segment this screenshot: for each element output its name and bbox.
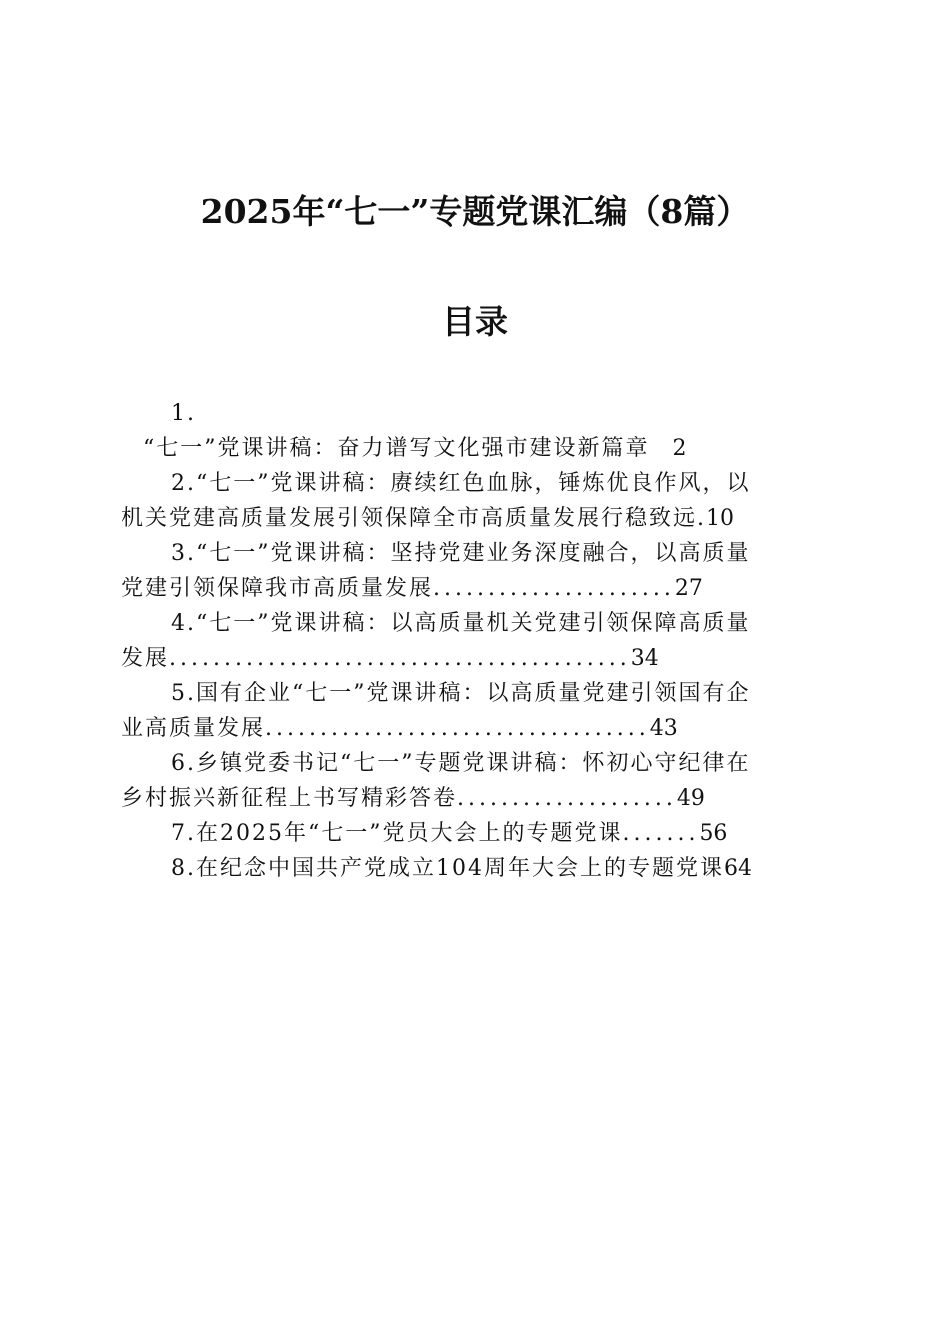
toc-entry-3[interactable]: [121, 536, 825, 606]
toc-entry-title: “七一”党课讲稿：坚持党建业务深度融合，以高质量: [196, 541, 751, 566]
toc-leader-dots: ......................: [433, 576, 675, 601]
toc-heading: 目录: [442, 302, 508, 341]
toc-entry-2[interactable]: [121, 466, 825, 536]
toc-entry-title: 国有企业“七一”党课讲稿：以高质量党建引领国有企: [196, 681, 751, 706]
toc-entry-line: [121, 606, 825, 641]
toc-entry-page: 27: [674, 576, 703, 601]
toc-entry-page: 10: [706, 506, 734, 531]
toc-entry-title: 乡镇党委书记“七一”专题党课讲稿：怀初心守纪律在: [196, 751, 751, 776]
toc-entry-line: [121, 816, 825, 851]
toc-entry-title: “七一”党课讲稿：以高质量机关党建引领保障高质量: [196, 611, 751, 636]
toc-entry-number: 7.: [171, 821, 196, 846]
toc-entry-8[interactable]: [121, 851, 825, 886]
toc-entry-1[interactable]: [121, 396, 825, 466]
toc-entry-page: 43: [649, 716, 678, 741]
toc-entry-number: 4.: [171, 611, 196, 636]
toc-entry-4[interactable]: [121, 606, 825, 676]
toc-entry-7[interactable]: [121, 816, 825, 851]
toc-entry-number: 6.: [171, 751, 196, 776]
toc-entry-number: 5.: [171, 681, 196, 706]
toc-entry-number: 1.: [171, 401, 196, 426]
toc-entry-line: [121, 501, 825, 536]
toc-entry-page: 64: [724, 856, 752, 881]
table-of-contents: [121, 396, 825, 886]
toc-entry-line: [121, 711, 825, 746]
toc-entry-number: 8.: [171, 856, 196, 881]
toc-leader-dots: ....................: [457, 786, 677, 811]
toc-entry-line: [121, 431, 825, 466]
toc-entry-title: “七一”党课讲稿：赓续红色血脉，锤炼优良作风，以: [196, 471, 751, 496]
toc-entry-page: 56: [699, 821, 728, 846]
toc-entry-page: 49: [676, 786, 705, 811]
toc-entry-title: “七一”党课讲稿：奋力谱写文化强市建设新篇章: [143, 436, 650, 461]
toc-leader-dots: ..........................................: [169, 646, 631, 671]
toc-entry-title-continued: 党建引领保障我市高质量发展: [121, 576, 434, 601]
toc-entry-title-continued: 业高质量发展: [121, 716, 266, 741]
toc-entry-page: 2: [672, 436, 687, 461]
toc-entry-5[interactable]: [121, 676, 825, 746]
toc-entry-line: [121, 641, 825, 676]
toc-entry-number: 2.: [171, 471, 196, 496]
toc-entry-title: 在2025年“七一”党员大会上的专题党课: [196, 821, 623, 846]
toc-entry-6[interactable]: [121, 746, 825, 816]
toc-entry-page: 34: [630, 646, 659, 671]
toc-entry-title-continued: 乡村振兴新征程上书写精彩答卷: [121, 786, 458, 811]
toc-entry-line: [121, 571, 825, 606]
toc-entry-line: [121, 851, 825, 886]
toc-entry-line: [121, 466, 825, 501]
toc-leader-dots: .......: [622, 821, 700, 846]
toc-entry-line: [121, 781, 825, 816]
toc-entry-line: [121, 676, 825, 711]
toc-entry-title: 在纪念中国共产党成立104周年大会上的专题党课: [196, 856, 724, 881]
toc-entry-line: [121, 536, 825, 571]
document-title: 2025年“七一”专题党课汇编（8篇）: [200, 192, 750, 231]
toc-entry-title-continued: 发展: [121, 646, 170, 671]
toc-entry-line: [121, 396, 825, 431]
toc-entry-line: [121, 746, 825, 781]
toc-leader-dots: ...................................: [265, 716, 650, 741]
toc-entry-title-continued: 机关党建高质量发展引领保障全市高质量发展行稳致远.: [121, 506, 706, 531]
toc-entry-number: 3.: [171, 541, 196, 566]
